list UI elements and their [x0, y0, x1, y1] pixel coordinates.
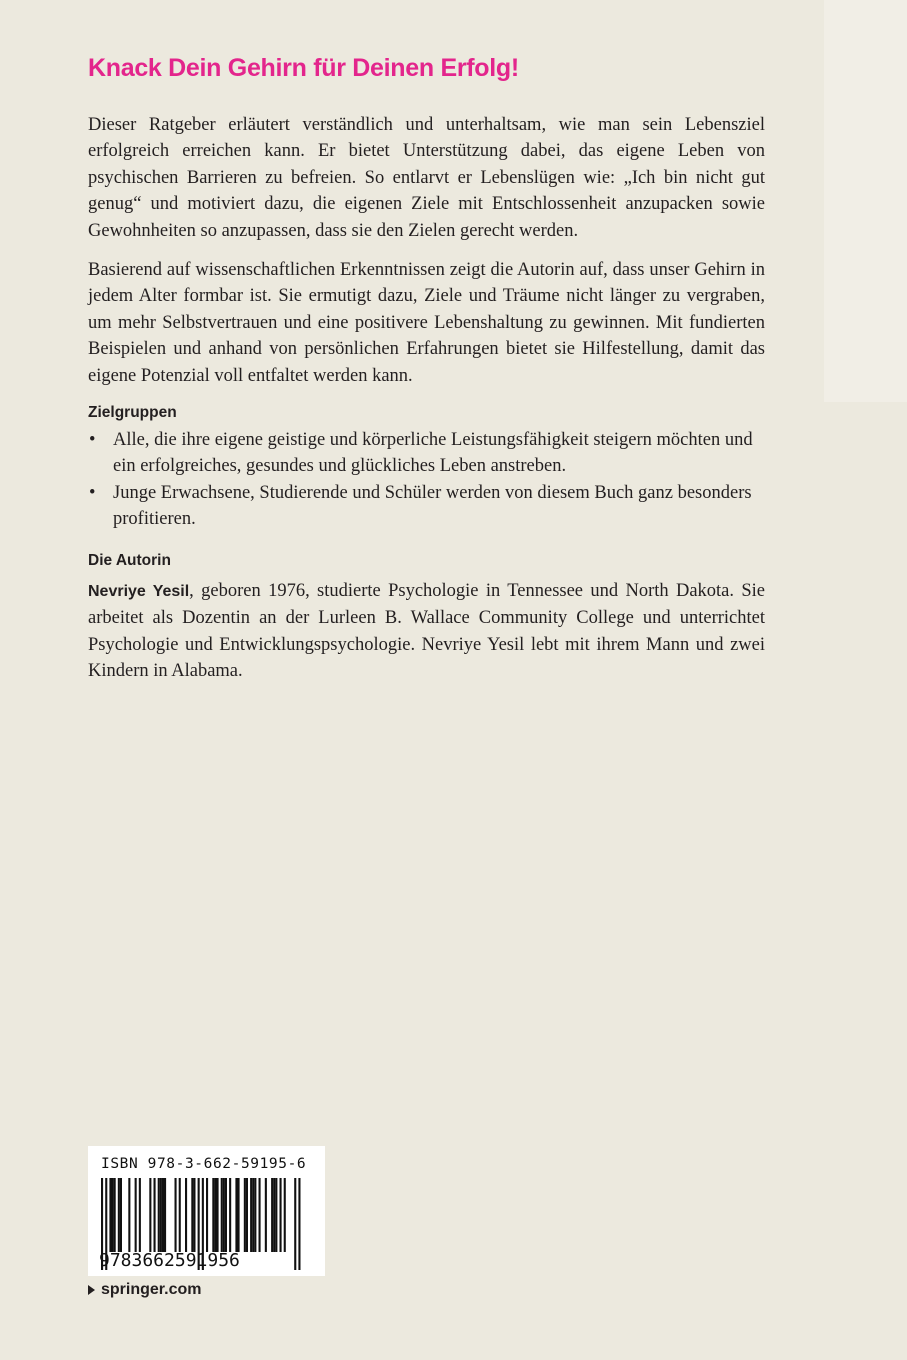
zielgruppen-list [88, 427, 765, 533]
barcode-bar [275, 1178, 277, 1252]
isbn-label: ISBN 978-3-662-59195-6 [101, 1156, 307, 1172]
bullet-icon: • [89, 482, 96, 503]
publisher-link-text[interactable]: springer.com [101, 1281, 202, 1298]
barcode-bar [160, 1178, 162, 1252]
barcode-bar [235, 1178, 237, 1252]
author-name: Nevriye Yesil [88, 583, 190, 600]
barcode-bar [185, 1178, 187, 1252]
barcode-bar [244, 1178, 246, 1252]
science-paragraph: Basierend auf wissenschaftlichen Erkenntnissen zeigt die Autorin auf, dass unser Gehirn in jedem Alter formbar ist. Sie ermutigt dazu, Ziele und Träume nicht länger zu vergraben, um mehr Selbstvertrauen und eine positivere Lebenshaltung zu gewinnen. Mit fundierten Beispielen und anhand von persönlichen Erfahrungen bietet sie Hilfestellung, damit das eigene Potenzial voll entfaltet werden kann. [88, 260, 765, 386]
barcode-bar [294, 1178, 296, 1270]
barcode-bar [109, 1178, 111, 1252]
barcode-bar [298, 1178, 300, 1270]
barcode-bar [280, 1178, 282, 1252]
barcode-bar [118, 1178, 120, 1252]
barcode-bar [284, 1178, 286, 1252]
barcode-bar [254, 1178, 256, 1252]
zielgruppen-heading: Zielgruppen [88, 404, 177, 421]
barcode-bar [120, 1178, 122, 1252]
barcode-bar [259, 1178, 261, 1252]
barcode-bar [149, 1178, 151, 1252]
isbn-barcode [88, 1146, 325, 1276]
barcode-bar [265, 1178, 267, 1252]
barcode-bar [217, 1178, 219, 1252]
barcode-bar [221, 1178, 223, 1252]
bullet-icon: • [89, 430, 96, 450]
list-item-text: Alle, die ihre eigene geistige und körperliche Leistungsfähigkeit steigern möchten und ein erfolgreiches, gesundes und glückliches Leben anstreben. [113, 430, 753, 477]
barcode-bar [246, 1178, 248, 1252]
barcode-bar [158, 1178, 160, 1252]
author-bio-text: , geboren 1976, studierte Psychologie in Tennessee und North Dakota. Sie arbeitet als Dozentin an der Lurleen B. Wallace Community College und unterrichtet Psychologie und Entwicklungspsychologie. Nevriye Yesil lebt mit ihrem Mann und zwei Kindern in Alabama. [88, 581, 765, 682]
barcode-digits: 9783662591956 [99, 1250, 240, 1271]
intro-paragraph: Dieser Ratgeber erläutert verständlich und unterhaltsam, wie man sein Lebensziel erfolgreich erreichen kann. Er bietet Unterstützung dabei, das eigene Leben von psychischen Barrieren zu befreien. So entlarvt er Lebenslügen wie: „Ich bin nicht gut genug“ und motiviert dazu, die eigenen Ziele mit Entschlossenheit anzupacken sowie Gewohnheiten so anzupassen, dass sie den Zielen gerecht werden. [88, 115, 765, 241]
barcode-bar [273, 1178, 275, 1252]
barcode-bar [193, 1178, 195, 1252]
barcode-bar [128, 1178, 130, 1252]
author-bio [88, 578, 765, 685]
publisher-link[interactable] [88, 1281, 201, 1299]
list-item-text: Junge Erwachsene, Studierende und Schüler werden von diesem Buch ganz besonders profitieren. [113, 482, 752, 530]
barcode-bar [179, 1178, 181, 1252]
barcode-bar [212, 1178, 214, 1252]
barcode-bar [112, 1178, 114, 1252]
spine-strip [824, 0, 907, 402]
barcode-bar [175, 1178, 177, 1252]
barcode-bar [223, 1178, 225, 1252]
autorin-heading: Die Autorin [88, 552, 171, 569]
barcode-bar [139, 1178, 141, 1252]
barcode-bar [191, 1178, 193, 1252]
list-item [88, 427, 765, 480]
barcode-bar [229, 1178, 231, 1252]
barcode-bar [225, 1178, 227, 1252]
barcode-bar [238, 1178, 240, 1252]
barcode-bar [206, 1178, 208, 1252]
list-item [88, 480, 765, 533]
barcode-bar [154, 1178, 156, 1252]
arrow-right-icon [88, 1285, 95, 1295]
barcode-bar [271, 1178, 273, 1252]
barcode-bar [164, 1178, 166, 1252]
book-title: Knack Dein Gehirn für Deinen Erfolg! [88, 54, 519, 82]
barcode-bar [162, 1178, 164, 1252]
barcode-bar [250, 1178, 252, 1252]
barcode-bar [114, 1178, 116, 1252]
barcode-bar [252, 1178, 254, 1252]
barcode-bar [214, 1178, 216, 1252]
barcode-bar [135, 1178, 137, 1252]
